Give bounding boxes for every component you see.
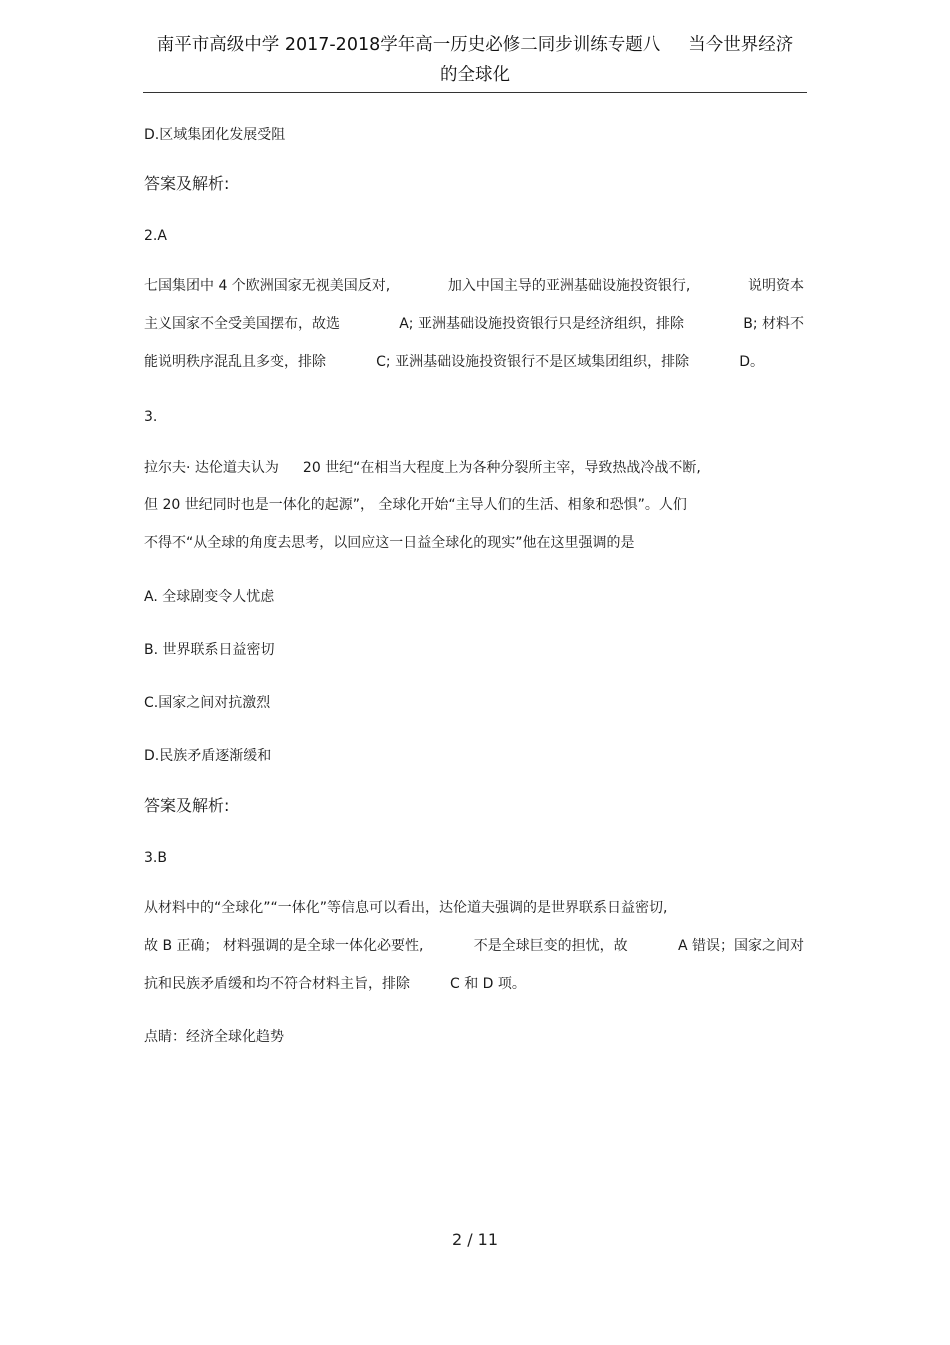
page-number: 2 / 11 [451,1230,499,1249]
text-segment: 说明资本 [748,278,804,294]
q2-answer: 2.A [144,228,167,244]
text-segment: 拉尔夫· 达伦道夫认为 [144,460,279,476]
q3-stem-line-3: 不得不“从全球的角度去思考，以回应这一日益全球化的现实”他在这里强调的是 [144,535,635,551]
q3-note: 点睛：经济全球化趋势 [144,1029,284,1045]
q3-option-b: B. 世界联系日益密切 [144,642,275,658]
q2-explanation-line-1 [144,277,804,295]
text-segment: 加入中国主导的亚洲基础设施投资银行, [447,278,691,294]
text-segment: C; 亚洲基础设施投资银行不是区域集团组织，排除 [376,354,690,370]
q3-stem-line-1 [144,459,701,477]
q3-explanation-line-3 [144,975,526,993]
text-segment: D。 [739,354,764,370]
q3-option-c: C.国家之间对抗激烈 [144,695,271,711]
text-segment: 故 B 正确； 材料强调的是全球一体化必要性, [144,938,424,954]
text-segment: 不是全球巨变的担忧，故 [473,938,628,954]
text-segment: 20 世纪“在相当大程度上为各种分裂所主宰，导致热战冷战不断, [302,460,701,476]
q3-explanation-line-2 [144,937,804,955]
text-segment: 抗和民族矛盾缓和均不符合材料主旨，排除 [144,976,410,992]
text-segment: 七国集团中 4 个欧洲国家无视美国反对, [144,278,391,294]
header-title-line-2: 的全球化 [440,65,510,85]
header-divider [143,92,807,93]
q3-answer: 3.B [144,850,167,866]
q3-option-a: A. 全球剧变令人忧虑 [144,589,275,605]
text-segment: A 错误；国家之间对 [677,938,804,954]
q3-stem-line-2: 但 20 世纪同时也是一体化的起源”， 全球化开始“主导人们的生活、相象和恐惧”。人们 [144,497,687,513]
text-segment: C 和 D 项。 [450,976,526,992]
header-title-part-b: 当今世界经济 [688,35,794,55]
text-segment: 主义国家不全受美国摆布，故选 [144,316,340,332]
header-title-line-1 [143,30,807,60]
text-segment: A; 亚洲基础设施投资银行只是经济组织，排除 [399,316,684,332]
header-title-part-a: 南平市高级中学 2017-2018学年高一历史必修二同步训练专题八 [156,35,661,55]
answer-heading: 答案及解析: [144,174,230,193]
q3-option-d: D.民族矛盾逐渐缓和 [144,748,272,764]
text-segment: B; 材料不 [743,316,804,332]
text-segment: 能说明秩序混乱且多变，排除 [144,354,326,370]
document-header [143,30,807,90]
answer-heading: 答案及解析: [144,796,230,815]
q2-option-d: D.区域集团化发展受阻 [144,127,286,143]
q2-explanation-line-3 [144,353,764,371]
q3-explanation-line-1: 从材料中的“全球化”“一体化”等信息可以看出，达伦道夫强调的是世界联系日益密切, [144,900,668,916]
q2-explanation-line-2 [144,315,804,333]
q3-number: 3. [144,409,158,425]
